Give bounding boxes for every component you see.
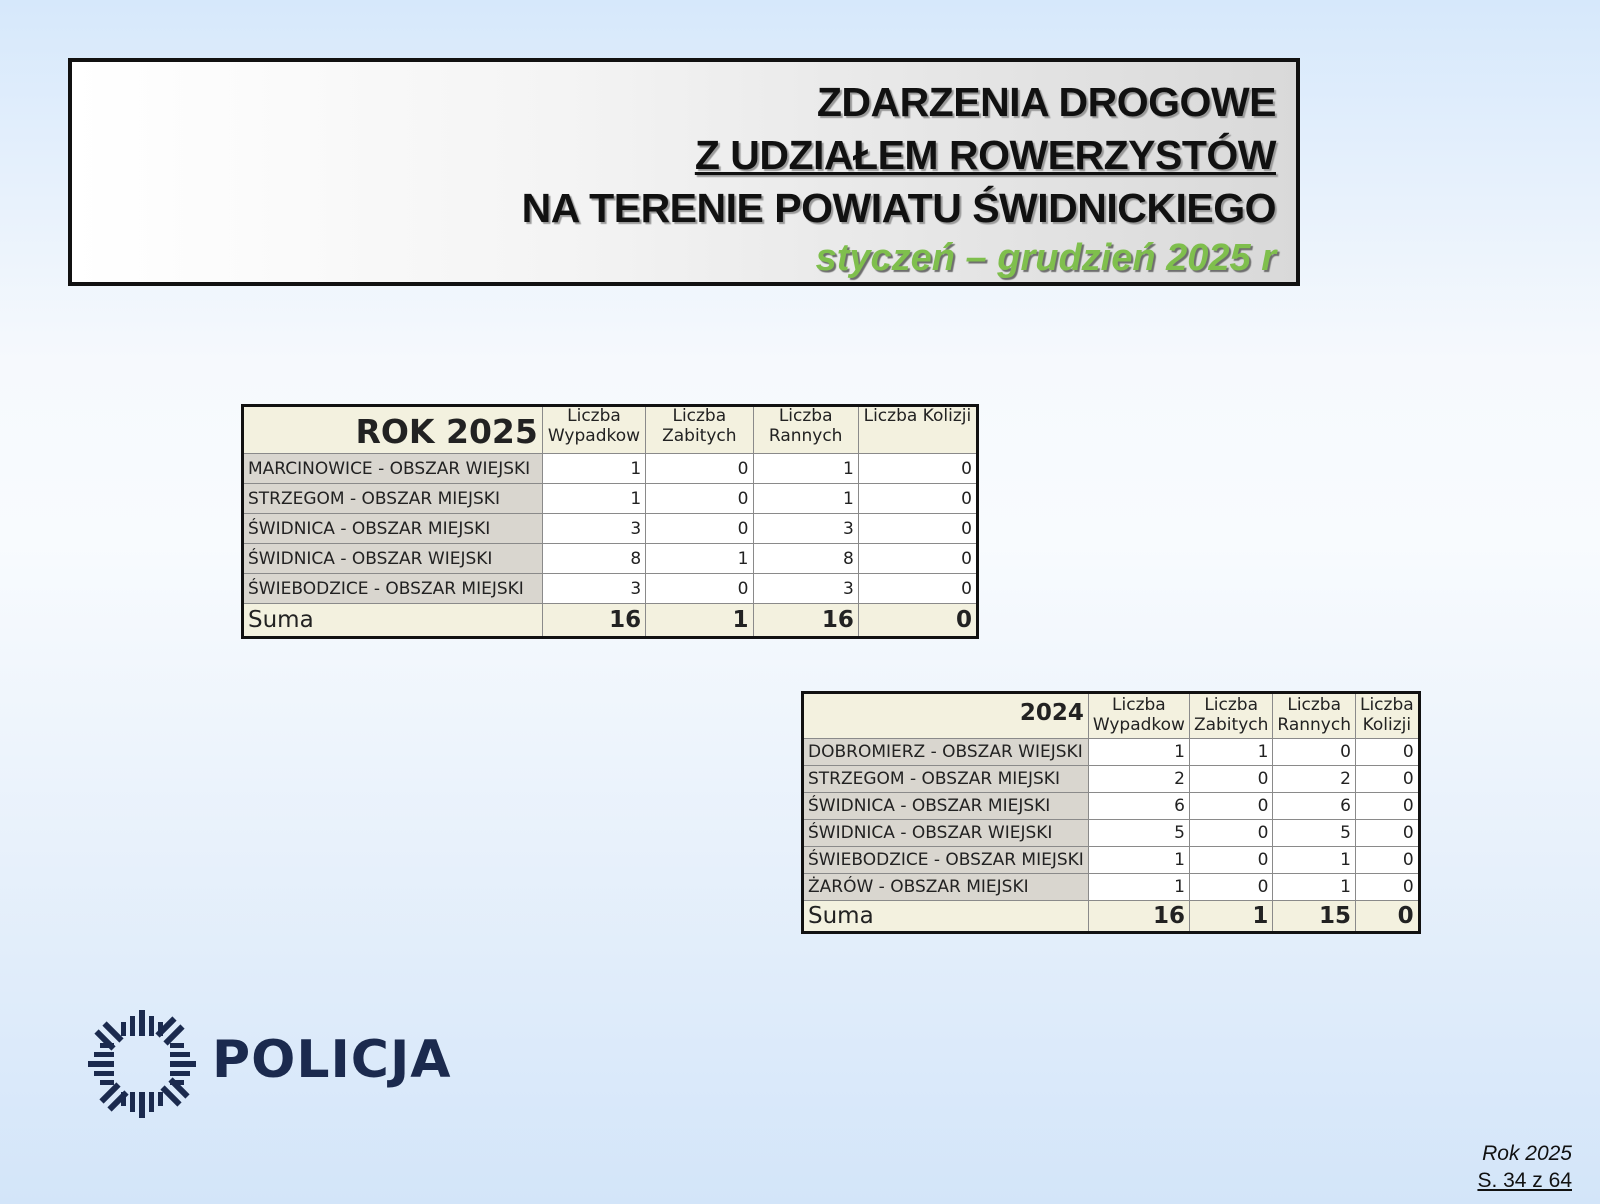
period-subtitle: styczeń – grudzień 2025 r xyxy=(815,237,1276,279)
cell-rannych: 1 xyxy=(753,484,858,514)
row-name: ŚWIEBODZICE - OBSZAR MIEJSKI xyxy=(243,574,543,604)
cell-zabitych: 1 xyxy=(646,544,753,574)
cell-kolizji: 0 xyxy=(1355,847,1419,874)
cell-rannych: 5 xyxy=(1273,820,1356,847)
table-corner-label: 2024 xyxy=(803,693,1089,739)
sum-label: Suma xyxy=(243,604,543,638)
table-row xyxy=(803,739,1420,766)
column-header-wypadkow: Liczba Wypadkow xyxy=(1088,693,1189,739)
table-row xyxy=(243,574,978,604)
sum-row xyxy=(803,901,1420,933)
cell-zabitych: 0 xyxy=(646,454,753,484)
page-number: S. 34 z 64 xyxy=(1477,1169,1572,1192)
sum-rannych: 15 xyxy=(1273,901,1356,933)
sum-row xyxy=(243,604,978,638)
footer-year: Rok 2025 xyxy=(1482,1142,1572,1165)
sum-zabitych: 1 xyxy=(1189,901,1272,933)
title-line-2: Z UDZIAŁEM ROWERZYSTÓW xyxy=(694,132,1276,178)
cell-rannych: 6 xyxy=(1273,793,1356,820)
table-row xyxy=(243,544,978,574)
cell-zabitych: 0 xyxy=(1189,847,1272,874)
cell-kolizji: 0 xyxy=(1355,820,1419,847)
cell-wypadkow: 3 xyxy=(542,574,645,604)
cell-kolizji: 0 xyxy=(858,514,977,544)
cell-zabitych: 0 xyxy=(646,574,753,604)
table-row xyxy=(803,874,1420,901)
table-row xyxy=(243,484,978,514)
table-header-row xyxy=(803,693,1420,739)
table-row xyxy=(803,793,1420,820)
cell-rannych: 1 xyxy=(1273,874,1356,901)
column-header-kolizji: Liczba Kolizji xyxy=(1355,693,1419,739)
table-header-row xyxy=(243,406,978,454)
table-row xyxy=(243,514,978,544)
row-name: DOBROMIERZ - OBSZAR WIEJSKI xyxy=(803,739,1089,766)
sum-label: Suma xyxy=(803,901,1089,933)
sum-kolizji: 0 xyxy=(1355,901,1419,933)
table-row xyxy=(243,454,978,484)
row-name: STRZEGOM - OBSZAR MIEJSKI xyxy=(803,766,1089,793)
row-name: STRZEGOM - OBSZAR MIEJSKI xyxy=(243,484,543,514)
table-row xyxy=(803,766,1420,793)
cell-wypadkow: 1 xyxy=(542,454,645,484)
cell-wypadkow: 1 xyxy=(1088,739,1189,766)
cell-kolizji: 0 xyxy=(858,574,977,604)
column-header-wypadkow: Liczba Wypadkow xyxy=(542,406,645,454)
row-name: ŚWIEBODZICE - OBSZAR MIEJSKI xyxy=(803,847,1089,874)
cell-wypadkow: 3 xyxy=(542,514,645,544)
cell-kolizji: 0 xyxy=(858,484,977,514)
row-name: ŚWIDNICA - OBSZAR WIEJSKI xyxy=(803,820,1089,847)
sum-wypadkow: 16 xyxy=(542,604,645,638)
cell-kolizji: 0 xyxy=(858,544,977,574)
footer xyxy=(1477,1140,1572,1194)
cell-kolizji: 0 xyxy=(1355,874,1419,901)
cell-rannych: 8 xyxy=(753,544,858,574)
column-header-zabitych: Liczba Zabitych xyxy=(646,406,753,454)
row-name: ŻARÓW - OBSZAR MIEJSKI xyxy=(803,874,1089,901)
title-line-1: ZDARZENIA DROGOWE xyxy=(816,79,1276,125)
cell-wypadkow: 2 xyxy=(1088,766,1189,793)
cell-zabitych: 0 xyxy=(646,514,753,544)
cell-zabitych: 0 xyxy=(1189,793,1272,820)
cell-wypadkow: 1 xyxy=(1088,874,1189,901)
sum-zabitych: 1 xyxy=(646,604,753,638)
column-header-rannych: Liczba Rannych xyxy=(1273,693,1356,739)
cell-kolizji: 0 xyxy=(1355,739,1419,766)
logo-text: POLICJA xyxy=(212,1030,452,1090)
sum-wypadkow: 16 xyxy=(1088,901,1189,933)
table-row xyxy=(803,820,1420,847)
cell-zabitych: 1 xyxy=(1189,739,1272,766)
table-row xyxy=(803,847,1420,874)
title-line-3: NA TERENIE POWIATU ŚWIDNICKIEGO xyxy=(521,185,1276,231)
row-name: MARCINOWICE - OBSZAR WIEJSKI xyxy=(243,454,543,484)
cell-rannych: 0 xyxy=(1273,739,1356,766)
column-header-kolizji: Liczba Kolizji xyxy=(858,406,977,454)
cell-kolizji: 0 xyxy=(1355,793,1419,820)
cell-rannych: 1 xyxy=(1273,847,1356,874)
column-header-zabitych: Liczba Zabitych xyxy=(1189,693,1272,739)
title-box xyxy=(68,58,1300,286)
cell-zabitych: 0 xyxy=(1189,820,1272,847)
cell-rannych: 1 xyxy=(753,454,858,484)
column-header-rannych: Liczba Rannych xyxy=(753,406,858,454)
cell-zabitych: 0 xyxy=(1189,766,1272,793)
table-corner-label: ROK 2025 xyxy=(243,406,543,454)
cell-kolizji: 0 xyxy=(858,454,977,484)
cell-kolizji: 0 xyxy=(1355,766,1419,793)
cell-rannych: 2 xyxy=(1273,766,1356,793)
table-2025 xyxy=(241,404,979,639)
row-name: ŚWIDNICA - OBSZAR WIEJSKI xyxy=(243,544,543,574)
cell-wypadkow: 6 xyxy=(1088,793,1189,820)
cell-wypadkow: 1 xyxy=(542,484,645,514)
cell-zabitych: 0 xyxy=(1189,874,1272,901)
cell-wypadkow: 1 xyxy=(1088,847,1189,874)
row-name: ŚWIDNICA - OBSZAR MIEJSKI xyxy=(243,514,543,544)
row-name: ŚWIDNICA - OBSZAR MIEJSKI xyxy=(803,793,1089,820)
cell-zabitych: 0 xyxy=(646,484,753,514)
police-star-icon xyxy=(86,1008,198,1120)
sum-rannych: 16 xyxy=(753,604,858,638)
cell-rannych: 3 xyxy=(753,514,858,544)
cell-wypadkow: 5 xyxy=(1088,820,1189,847)
cell-wypadkow: 8 xyxy=(542,544,645,574)
cell-rannych: 3 xyxy=(753,574,858,604)
sum-kolizji: 0 xyxy=(858,604,977,638)
table-2024 xyxy=(801,691,1421,934)
